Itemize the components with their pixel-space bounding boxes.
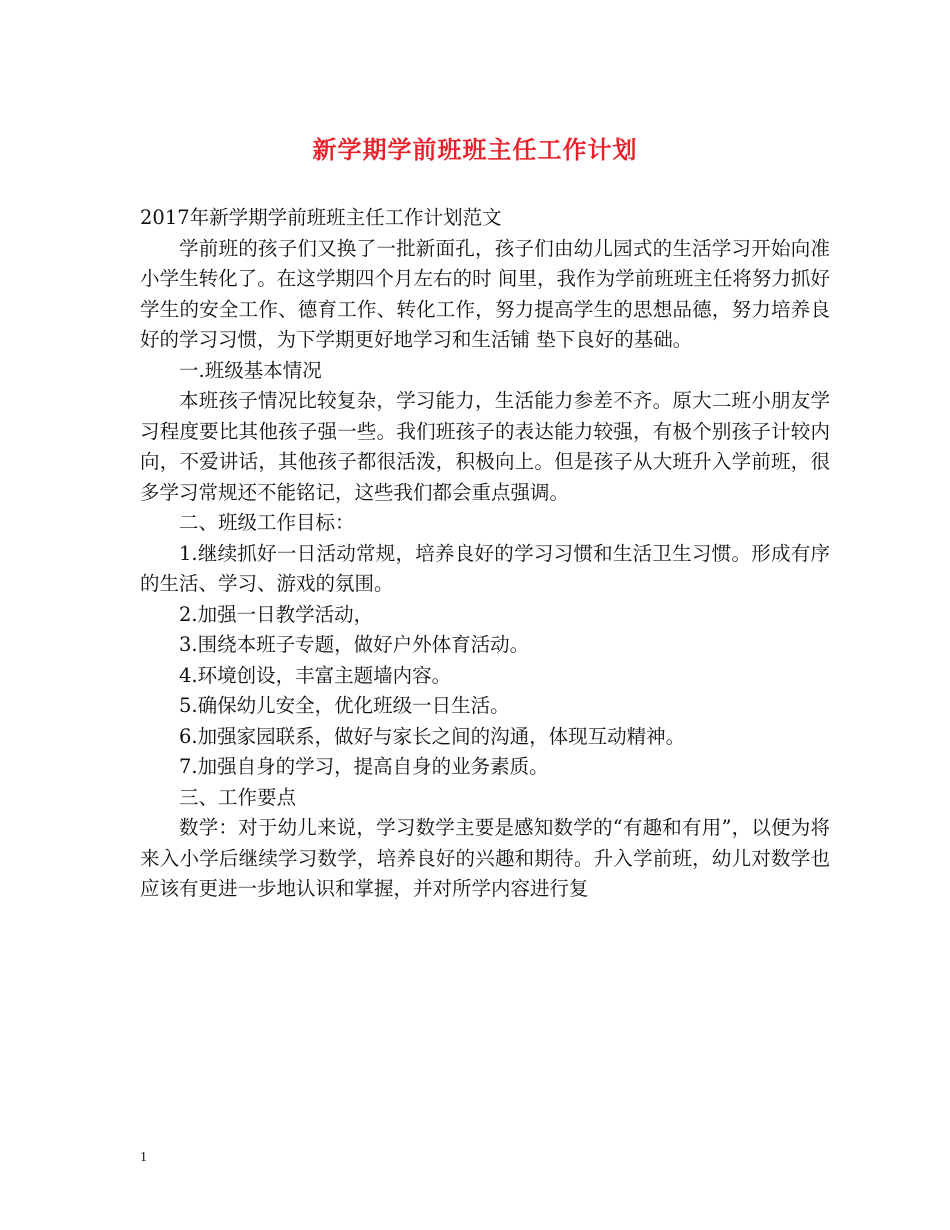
section-heading-work-points: 三、工作要点 (179, 785, 297, 809)
paragraph-math: 数学：对于幼儿来说，学习数学主要是感知数学的“有趣和有用”，以便为将来入小学后继续学习数学，培养良好的兴趣和期待。升入学前班，幼儿对数学也应该有更进一步地认识和掌握，并对所学内容进行复 (140, 816, 830, 900)
section-heading-class-basics: 一.班级基本情况 (179, 358, 322, 382)
list-item-goal-7: 7.加强自身的学习，提高自身的业务素质。 (179, 755, 549, 778)
document-body (140, 203, 830, 905)
list-item-goal-4: 4.环境创设，丰富主题墙内容。 (179, 663, 452, 687)
list-item-goal-5: 5.确保幼儿安全，优化班级一日生活。 (179, 694, 510, 717)
list-item-goal-3: 3.围绕本班子专题，做好户外体育活动。 (179, 633, 530, 656)
list-item-goal-1: 1.继续抓好一日活动常规，培养良好的学习习惯和生活卫生习惯。形成有序的生活、学习、游戏的氛围。 (140, 541, 830, 595)
paragraph-class-basics: 本班孩子情况比较复杂，学习能力，生活能力参差不齐。原大二班小朋友学习程度要比其他孩子强一些。我们班孩子的表达能力较强，有极个别孩子计较内向，不爱讲话，其他孩子都很活泼，积极向上。但是孩子从大班升入学前班，很多学习常规还不能铭记，这些我们都会重点强调。 (140, 389, 830, 504)
list-item-goal-2: 2.加强一日教学活动， (179, 602, 374, 626)
page-number: 1 (140, 1150, 147, 1165)
list-item-goal-6: 6.加强家园联系，做好与家长之间的沟通，体现互动精神。 (179, 724, 686, 748)
paragraph-intro: 学前班的孩子们又换了一批新面孔，孩子们由幼儿园式的生活学习开始向准小学生转化了。在这学期四个月左右的时 间里，我作为学前班班主任将努力抓好学生的安全工作、德育工作、转化工作，努力提高学生的思想品德，努力培养良好的学习习惯，为下学期更好地学习和生活铺 垫下良好的基础。 (140, 236, 830, 351)
section-heading-work-goals: 二、班级工作目标： (179, 511, 355, 534)
document-title: 新学期学前班班主任工作计划 (312, 135, 638, 164)
paragraph-subtitle: 2017年新学期学前班班主任工作计划范文 (140, 206, 502, 229)
